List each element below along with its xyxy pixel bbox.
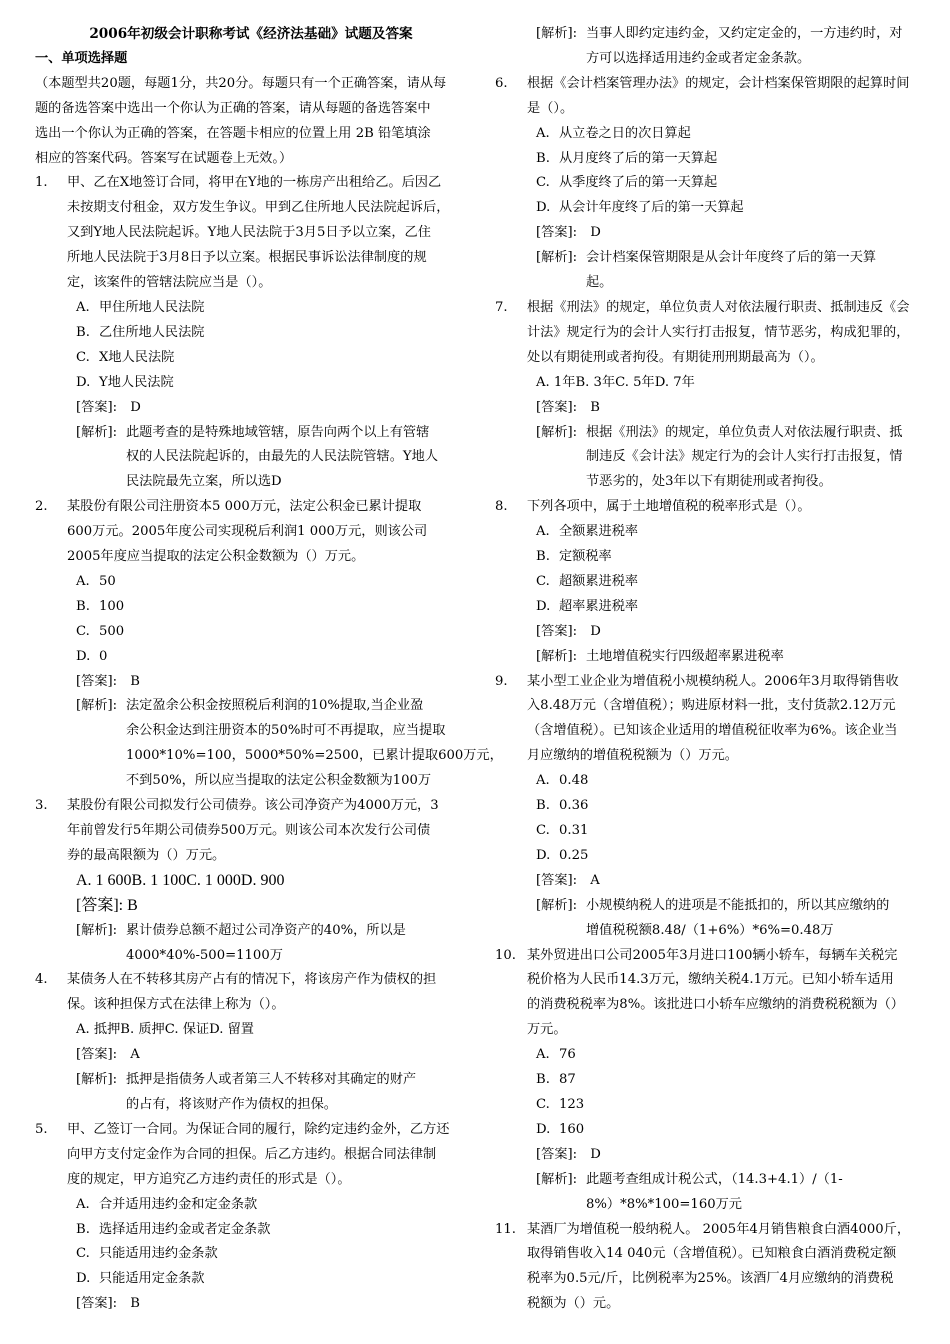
option-a	[35, 296, 467, 321]
option-text: X地人民法院	[99, 349, 175, 365]
option-text: 只能适用违约金条款	[99, 1246, 218, 1262]
analysis-label: [解析]:	[76, 424, 118, 440]
option-text: 从立卷之日的次日算起	[559, 125, 691, 141]
analysis-text: 权的人民法院起诉的，由最先的人民法院管辖。Y地人	[126, 449, 439, 465]
question-text: 入8.48万元（含增值税）；购进原材料一批，支付货款2.12万元	[527, 698, 896, 714]
analysis-label: [解析]:	[536, 648, 578, 664]
question-7-stem	[495, 296, 931, 321]
question-text: 定，该案件的管辖法院应当是（）。	[67, 275, 272, 291]
option-key: A.	[76, 573, 90, 589]
option-text: 76	[559, 1047, 576, 1063]
option-b	[35, 321, 467, 346]
question-number: 4.	[35, 972, 48, 988]
analysis-label: [解析]:	[536, 1171, 578, 1187]
option-a	[495, 1043, 931, 1068]
option-text: 0.36	[559, 798, 589, 814]
question-number: 9.	[495, 673, 508, 689]
option-b	[35, 595, 467, 620]
question-text: 保。该种担保方式在法律上称为（）。	[67, 997, 285, 1013]
option-c	[495, 171, 931, 196]
option-key: C.	[536, 823, 550, 838]
option-key: D.	[76, 374, 91, 390]
question-number: 1.	[35, 175, 48, 191]
option-key: B.	[536, 798, 550, 814]
analysis-line	[495, 246, 931, 271]
option-key: B.	[536, 1072, 550, 1088]
analysis-line	[35, 919, 467, 944]
options-inline: A. 抵押B. 质押C. 保证D. 留置	[76, 1022, 254, 1038]
question-text: 某酒厂为增值税一般纳税人。 2005年4月销售粮食白酒4000斤，	[527, 1221, 911, 1237]
option-d	[495, 844, 931, 869]
question-text: 2005年度应当提取的法定公积金数额为（）万元。	[67, 549, 365, 565]
option-text: 50	[99, 573, 116, 589]
option-key: D.	[536, 847, 551, 863]
question-text: 券的最高限额为（）万元。	[67, 847, 226, 863]
option-text: 合并适用违约金和定金条款	[99, 1196, 258, 1212]
option-text: 超率累进税率	[559, 598, 639, 614]
question-text: 取得销售收入14 040元（含增值税）。已知粮食白酒消费税定额	[527, 1246, 897, 1262]
document-title: 2006年初级会计职称考试《经济法基础》试题及答案	[89, 26, 413, 42]
question-number: 2.	[35, 499, 48, 515]
option-text: 87	[559, 1072, 576, 1088]
option-c	[35, 620, 467, 645]
analysis-text: 累计债券总额不超过公司净资产的40%，所以是	[126, 922, 406, 938]
option-a	[35, 1193, 467, 1218]
option-a	[495, 769, 931, 794]
analysis-text: 的占有，将该财产作为债权的担保。	[126, 1096, 337, 1112]
option-text: 定额税率	[559, 549, 612, 565]
option-b	[495, 147, 931, 172]
option-key: C.	[536, 175, 550, 191]
question-10-stem	[495, 944, 931, 969]
option-a	[495, 520, 931, 545]
analysis-text: 此题考查组成计税公式，（14.3+4.1）/（1-	[586, 1171, 843, 1187]
option-text: 只能适用定金条款	[99, 1271, 205, 1287]
answer-line: [答案]: B	[536, 399, 600, 415]
analysis-text: 不到50%，所以应当提取的法定公积金数额为100万	[126, 773, 432, 789]
analysis-line	[495, 22, 931, 47]
analysis-label: [解析]:	[536, 424, 578, 440]
question-text: 税率为0.5元/斤，比例税率为25%。该酒厂4月应缴纳的消费税	[527, 1271, 894, 1287]
analysis-text: 4000*40%-500=1100万	[126, 947, 283, 963]
option-d	[35, 645, 467, 670]
section-heading: 一、单项选择题	[35, 50, 128, 66]
option-text: Y地人民法院	[99, 374, 174, 390]
question-text: 向甲方支付定金作为合同的担保。后乙方违约。根据合同法律制	[67, 1146, 437, 1162]
analysis-text: 方可以选择适用违约金或者定金条款。	[586, 50, 811, 66]
option-key: D.	[536, 200, 551, 216]
question-text: 下列各项中，属于土地增值税的税率形式是（）。	[527, 499, 811, 515]
question-text: 未按期支付租金，双方发生争议。甲到乙住所地人民法院起诉后，	[67, 200, 450, 216]
option-text: 选择适用违约金或者定金条款	[99, 1221, 271, 1237]
option-text: 100	[99, 598, 125, 614]
question-text: 计法》规定行为的会计人实行打击报复，情节恶劣，构成犯罪的，	[527, 324, 910, 340]
option-text: 160	[559, 1121, 585, 1137]
question-text: 所地人民法院于3月8日予以立案。根据民事诉讼法律制度的规	[67, 250, 427, 266]
question-text: 又到Y地人民法院起诉。Y地人民法院于3月5日予以立案，乙住	[67, 225, 431, 241]
options-inline: A. 1年B. 3年C. 5年D. 7年	[536, 374, 695, 390]
option-c	[495, 1093, 931, 1118]
question-text: 某债务人在不转移其房产占有的情况下，将该房产作为债权的担	[67, 972, 437, 988]
analysis-text: 法定盈余公积金按照税后利润的10%提取,当企业盈	[126, 698, 424, 714]
option-c	[35, 346, 467, 371]
option-d	[495, 1118, 931, 1143]
question-text: 月应缴纳的增值税税额为（）万元。	[527, 748, 738, 764]
option-b	[495, 794, 931, 819]
analysis-text: 民法院最先立案，所以选D	[126, 474, 282, 490]
option-text: 0	[99, 648, 108, 664]
option-text: 全额累进税率	[559, 524, 639, 540]
option-key: C.	[536, 1096, 550, 1112]
analysis-label: [解析]:	[76, 1072, 118, 1088]
analysis-text: 起。	[586, 275, 613, 291]
option-key: C.	[76, 1246, 90, 1262]
question-number: 10.	[495, 947, 516, 963]
analysis-line	[495, 645, 931, 670]
answer-line: [答案]: A	[76, 1047, 140, 1063]
left-column	[35, 22, 503, 1317]
answer-line: [答案]: B	[76, 1296, 140, 1312]
question-number: 11.	[495, 1221, 516, 1237]
answer-line: [答案]: B	[76, 896, 138, 914]
option-key: C.	[76, 349, 90, 365]
option-c	[35, 1242, 467, 1267]
question-text: 600万元。2005年度公司实现税后利润1 000万元，则该公司	[67, 524, 428, 540]
right-column	[495, 22, 931, 1317]
question-2-stem	[35, 495, 467, 520]
option-d	[35, 1267, 467, 1292]
analysis-text: 8%）*8%*100=160万元	[586, 1196, 742, 1212]
option-b	[495, 545, 931, 570]
question-text: 税价格为人民币14.3万元，缴纳关税4.1万元。已知小轿车适用	[527, 972, 894, 988]
option-key: B.	[76, 1221, 90, 1237]
option-key: C.	[536, 573, 550, 589]
question-text: 甲、乙在X地签订合同，将甲在Y地的一栋房产出租给乙。后因乙	[67, 175, 442, 191]
option-a	[495, 122, 931, 147]
instructions-line: （本题型共20题，每题1分，共20分。每题只有一个正确答案，请从每	[35, 75, 447, 91]
option-text: 从月度终了后的第一天算起	[559, 150, 718, 166]
analysis-text: 小规模纳税人的进项是不能抵扣的，所以其应缴纳的	[586, 897, 890, 913]
answer-line: [答案]: D	[536, 623, 601, 639]
options-inline: A. 1 600B. 1 100C. 1 000D. 900	[76, 871, 285, 889]
analysis-label: [解析]:	[536, 250, 578, 266]
question-number: 7.	[495, 299, 508, 315]
answer-line: [答案]: D	[76, 399, 141, 415]
question-text: 某股份有限公司注册资本5 000万元，法定公积金已累计提取	[67, 499, 422, 515]
instructions-line: 相应的答案代码。答案写在试题卷上无效。）	[35, 150, 293, 166]
question-text: （含增值税）。已知该企业适用的增值税征收率为6%。该企业当	[527, 723, 898, 739]
option-key: D.	[76, 1271, 91, 1287]
option-text: 从季度终了后的第一天算起	[559, 175, 718, 191]
option-a	[35, 570, 467, 595]
question-number: 5.	[35, 1121, 48, 1137]
option-key: B.	[76, 324, 90, 340]
answer-line: [答案]: D	[536, 1146, 601, 1162]
analysis-label: [解析]:	[76, 922, 118, 938]
option-key: D.	[536, 1121, 551, 1137]
option-d	[495, 595, 931, 620]
question-text: 根据《刑法》的规定，单位负责人对依法履行职责、抵制违反《会	[527, 299, 910, 315]
analysis-text: 余公积金达到注册资本的50%时可不再提取，应当提取	[126, 723, 446, 739]
analysis-text: 根据《刑法》的规定，单位负责人对依法履行职责、抵	[586, 424, 903, 440]
question-text: 甲、乙签订一合同。为保证合同的履行，除约定违约金外，乙方还	[67, 1121, 450, 1137]
option-key: A.	[536, 1047, 550, 1063]
option-key: D.	[536, 598, 551, 614]
analysis-text: 当事人即约定违约金，又约定定金的，一方违约时，对	[586, 26, 903, 41]
question-5-stem	[35, 1118, 467, 1143]
analysis-line	[495, 1168, 931, 1193]
option-c	[495, 819, 931, 844]
analysis-line	[35, 694, 467, 719]
option-text: 乙住所地人民法院	[99, 324, 205, 340]
analysis-text: 此题考查的是特殊地域管辖，原告向两个以上有管辖	[126, 424, 430, 440]
answer-line: [答案]: B	[76, 673, 140, 689]
analysis-label: [解析]:	[76, 698, 118, 714]
analysis-line	[35, 1068, 467, 1093]
analysis-label: [解析]:	[536, 26, 578, 41]
option-text: 从会计年度终了后的第一天算起	[559, 200, 744, 216]
option-key: B.	[76, 598, 90, 614]
analysis-line	[495, 894, 931, 919]
question-number: 3.	[35, 798, 48, 814]
question-1-stem	[35, 171, 467, 196]
analysis-text: 节恶劣的，处3年以下有期徒刑或者拘役。	[586, 474, 832, 490]
answer-line: [答案]: A	[536, 872, 600, 888]
question-number: 6.	[495, 75, 508, 91]
question-3-stem	[35, 794, 467, 819]
question-11-stem	[495, 1218, 931, 1243]
question-text: 根据《会计档案管理办法》的规定，会计档案保管期限的起算时间	[527, 75, 910, 91]
option-key: B.	[536, 549, 550, 565]
analysis-text: 制违反《会计法》规定行为的会计人实行打击报复，情	[586, 449, 903, 465]
analysis-text: 增值税税额8.48/（1+6%）*6%=0.48万	[586, 922, 834, 938]
option-key: A.	[76, 299, 90, 315]
option-text: 甲住所地人民法院	[99, 299, 205, 315]
option-key: D.	[76, 648, 91, 664]
instructions-line: 选出一个你认为正确的答案，在答题卡相应的位置上用 2B 铅笔填涂	[35, 125, 431, 141]
option-text: 500	[99, 623, 125, 639]
option-text: 0.25	[559, 847, 589, 863]
option-key: B.	[536, 150, 550, 166]
option-text: 0.31	[559, 823, 589, 838]
question-8-stem	[495, 495, 931, 520]
question-text: 是（）。	[527, 100, 574, 116]
question-number: 8.	[495, 499, 508, 515]
option-c	[495, 570, 931, 595]
instructions-line: 题的备选答案中选出一个你认为正确的答案，请从每题的备选答案中	[35, 100, 431, 116]
analysis-text: 会计档案保管期限是从会计年度终了后的第一天算	[586, 250, 877, 266]
analysis-text: 抵押是指债务人或者第三人不转移对其确定的财产	[126, 1072, 417, 1088]
option-key: A.	[536, 125, 550, 141]
question-text: 的消费税税率为8%。该批进口小轿车应缴纳的消费税税额为（）	[527, 997, 904, 1013]
option-d	[35, 371, 467, 396]
option-key: A.	[536, 524, 550, 540]
question-text: 处以有期徒刑或者拘役。有期徒刑刑期最高为（）。	[527, 349, 824, 365]
option-d	[495, 196, 931, 221]
question-9-stem	[495, 670, 931, 695]
question-text: 万元。	[527, 1022, 567, 1038]
question-text: 某股份有限公司拟发行公司债券。该公司净资产为4000万元，3	[67, 798, 439, 814]
analysis-text: 1000*10%=100，5000*50%=2500，已累计提取600万元，	[126, 748, 503, 764]
analysis-line	[495, 421, 931, 446]
question-4-stem	[35, 968, 467, 993]
analysis-text: 土地增值税实行四级超率累进税率	[586, 648, 784, 664]
analysis-line	[35, 421, 467, 446]
question-text: 度的规定，甲方追究乙方违约责任的形式是（）。	[67, 1171, 351, 1187]
answer-line: [答案]: D	[536, 225, 601, 241]
option-key: C.	[76, 623, 90, 639]
option-text: 123	[559, 1096, 585, 1112]
option-text: 0.48	[559, 773, 589, 789]
question-text: 某外贸进出口公司2005年3月进口100辆小轿车，每辆车关税完	[527, 947, 898, 963]
option-key: A.	[76, 1196, 90, 1212]
option-text: 超额累进税率	[559, 573, 639, 589]
question-6-stem	[495, 72, 931, 97]
analysis-label: [解析]:	[536, 897, 578, 913]
option-b	[495, 1068, 931, 1093]
option-b	[35, 1218, 467, 1243]
question-text: 某小型工业企业为增值税小规模纳税人。2006年3月取得销售收	[527, 673, 899, 689]
question-text: 税额为（）元。	[527, 1296, 620, 1312]
question-text: 年前曾发行5年期公司债券500万元。则该公司本次发行公司债	[67, 823, 431, 838]
option-key: A.	[536, 773, 550, 789]
